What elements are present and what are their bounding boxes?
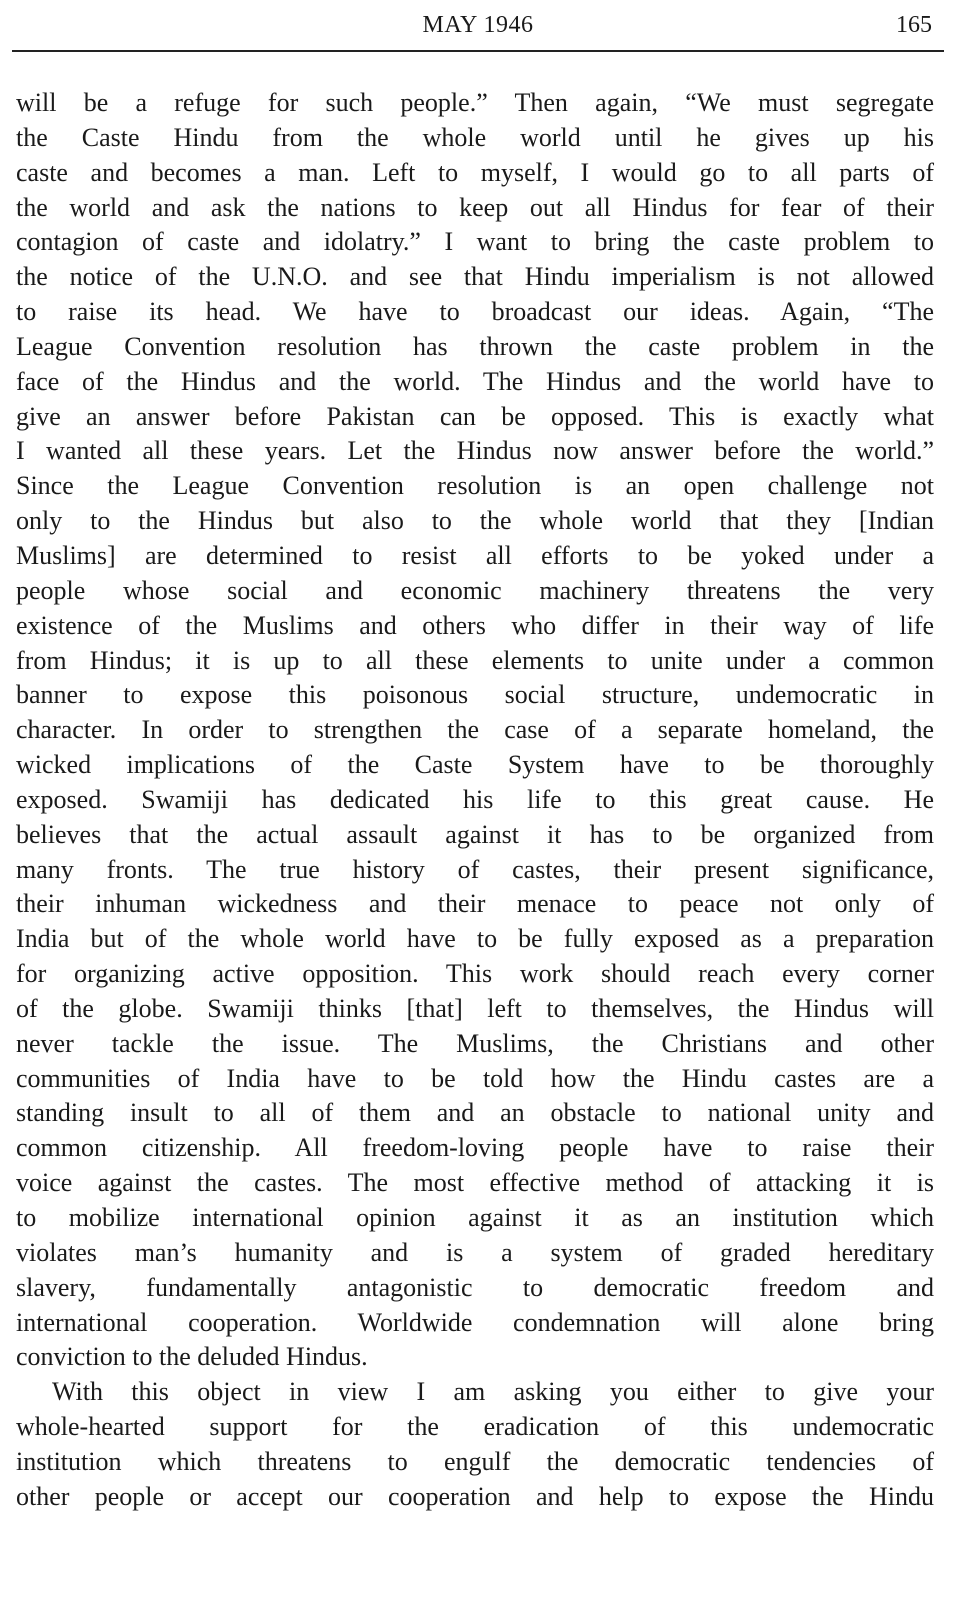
text-line: voice against the castes. The most effective method of attacking it is <box>16 1168 934 1198</box>
text-line: India but of the whole world have to be fully exposed as a preparation <box>16 924 934 954</box>
page-number: 165 <box>896 12 932 38</box>
text-line: violates man’s humanity and is a system of graded hereditary <box>16 1237 934 1267</box>
text-line: many fronts. The true history of castes, their present significance, <box>16 854 934 884</box>
text-line: face of the Hindus and the world. The Hindus and the world have to <box>16 366 934 396</box>
text-line: common citizenship. All freedom-loving people have to raise their <box>16 1133 934 1163</box>
text-line: institution which threatens to engulf the democratic tendencies of <box>16 1446 934 1476</box>
text-line: exposed. Swamiji has dedicated his life to this great cause. He <box>16 784 934 814</box>
text-line: communities of India have to be told how the Hindu castes are a <box>16 1063 934 1093</box>
text-line: I wanted all these years. Let the Hindus now answer before the world.” <box>16 436 934 466</box>
text-line: contagion of caste and idolatry.” I want to bring the caste problem to <box>16 227 934 257</box>
text-line: caste and becomes a man. Left to myself, I would go to all parts of <box>16 157 934 187</box>
text-line: other people or accept our cooperation and help to expose the Hindu <box>16 1481 934 1511</box>
header-rule <box>12 50 944 52</box>
text-line: from Hindus; it is up to all these elements to unite under a common <box>16 645 934 675</box>
text-line: their inhuman wickedness and their menace to peace not only of <box>16 889 934 919</box>
text-line: will be a refuge for such people.” Then again, “We must segregate <box>16 88 934 117</box>
paragraph <box>16 1375 934 1514</box>
text-line: the world and ask the nations to keep out all Hindus for fear of their <box>16 192 934 222</box>
text-line: people whose social and economic machinery threatens the very <box>16 575 934 605</box>
text-line: Since the League Convention resolution is an open challenge not <box>16 471 934 501</box>
text-line: character. In order to strengthen the case of a separate homeland, the <box>16 715 934 745</box>
paragraph <box>16 86 934 1375</box>
text-line: With this object in view I am asking you either to give your <box>52 1377 934 1407</box>
text-line: international cooperation. Worldwide condemnation will alone bring <box>16 1307 934 1337</box>
text-line: give an answer before Pakistan can be opposed. This is exactly what <box>16 401 934 431</box>
text-line: standing insult to all of them and an obstacle to national unity and <box>16 1098 934 1128</box>
running-title: MAY 1946 <box>422 12 534 38</box>
text-line: whole-hearted support for the eradication of this undemocratic <box>16 1412 934 1442</box>
running-head <box>12 8 944 44</box>
text-line: the Caste Hindu from the whole world until he gives up his <box>16 122 934 152</box>
text-line: only to the Hindus but also to the whole world that they [Indian <box>16 506 934 536</box>
text-line: believes that the actual assault against it has to be organized from <box>16 819 934 849</box>
text-line: League Convention resolution has thrown the caste problem in the <box>16 331 934 361</box>
text-line: Muslims] are determined to resist all efforts to be yoked under a <box>16 540 934 570</box>
text-line: conviction to the deluded Hindus. <box>16 1342 368 1372</box>
text-line: never tackle the issue. The Muslims, the Christians and other <box>16 1028 934 1058</box>
text-line: banner to expose this poisonous social structure, undemocratic in <box>16 680 934 710</box>
body-text <box>16 86 934 1515</box>
text-line: existence of the Muslims and others who differ in their way of life <box>16 610 934 640</box>
text-line: of the globe. Swamiji thinks [that] left to themselves, the Hindus will <box>16 993 934 1023</box>
text-line: the notice of the U.N.O. and see that Hindu imperialism is not allowed <box>16 262 934 292</box>
text-line: wicked implications of the Caste System have to be thoroughly <box>16 750 934 780</box>
text-line: to mobilize international opinion against it as an institution which <box>16 1203 934 1232</box>
text-line: for organizing active opposition. This work should reach every corner <box>16 959 934 989</box>
text-line: to raise its head. We have to broadcast our ideas. Again, “The <box>16 297 934 327</box>
text-line: slavery, fundamentally antagonistic to democratic freedom and <box>16 1272 934 1302</box>
